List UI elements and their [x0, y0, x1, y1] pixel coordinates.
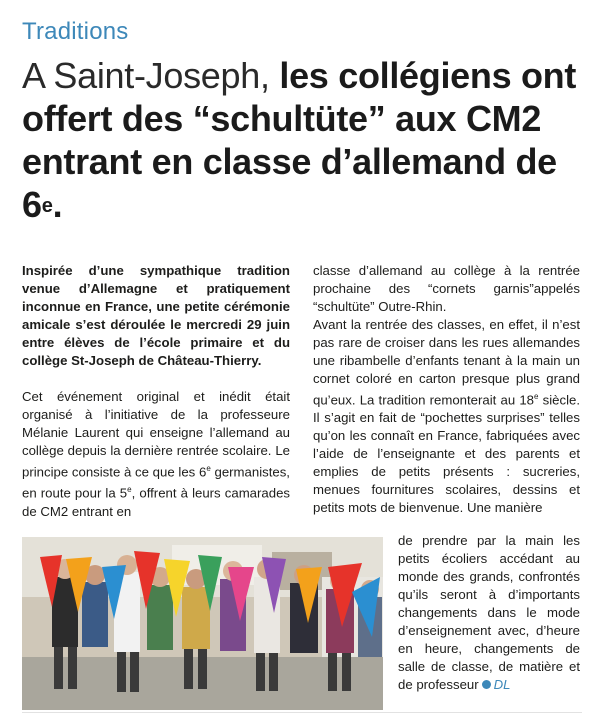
column-narrow	[398, 532, 580, 694]
column-right	[313, 262, 580, 517]
section-rubric: Traditions	[22, 18, 129, 45]
p1-b: germanistes, en route pour la 5	[22, 464, 290, 501]
article-photo	[22, 537, 383, 710]
author-credit: DL	[493, 677, 511, 692]
column-left	[22, 262, 290, 521]
headline-light: A Saint-Joseph,	[22, 55, 270, 96]
p1-sup: e	[206, 464, 211, 473]
bullet-dot-icon	[482, 680, 491, 689]
pr2-a: Avant la rentrée des classes, en effet, il n’est pas rare de croiser dans les rues allemandes une ribambelle d’enfants tenant à la main un cornet coloré en carton presque plus grand qu’eux. La tradition remonterait au 18	[313, 317, 580, 408]
article-lead: Inspirée d’une sympathique tradition venue d’Allemagne et pratiquement inconnue en France, une petite cérémonie amicale s’est déroulée le mercredi 29 juin entre élèves de l’école primaire et du collège St-Joseph de Château-Thierry.	[22, 263, 290, 368]
p1-a: Cet événement original et inédit était organisé à l’initiative de la professeure Mélanie Laurent qui enseigne l’allemand au collège depuis la dernière rentrée scolaire. Le principe consiste à ce que les 6	[22, 389, 290, 480]
paragraph-right-1: classe d’allemand au collège à la rentrée prochaine des “cornets garnis”appelés “schultüte” Outre-Rhin.	[313, 263, 580, 314]
p1-c: , offrent à leurs camarades de CM2 entrant en	[22, 485, 290, 519]
headline-bold: les collégiens ont offert des “schultüte” aux CM2 entrant en classe d’allemand de 6	[22, 55, 577, 225]
p1-sup2: e	[127, 485, 132, 495]
headline-sup: e	[41, 195, 53, 217]
bottom-rule	[22, 712, 582, 713]
narrow-text: de prendre par la main les petits écoliers accédant au monde des grands, confrontés qu’ils seront à d’importants changements dans le mode d’enseignement avec, d’heure en heure, changements de salle de classe, de matière et de professeur	[398, 533, 580, 692]
article-headline	[22, 54, 582, 226]
headline-end: .	[52, 184, 63, 225]
paragraph-narrow	[398, 532, 580, 694]
pr2-b: siècle. Il s’agit en fait de “pochettes surprises” telles qu’on les connaît en France, fabriquées avec l’aide de l’enseignante et des parents et emplies de petits présents : sucreries, menues fournitures scolaires, dessins et petits mots de bienvenue. Une manière	[313, 392, 581, 516]
paragraph-right-2	[313, 316, 580, 517]
paragraph-1	[22, 388, 290, 521]
pr2-sup: e	[534, 392, 539, 401]
photo-illustration	[22, 537, 383, 710]
